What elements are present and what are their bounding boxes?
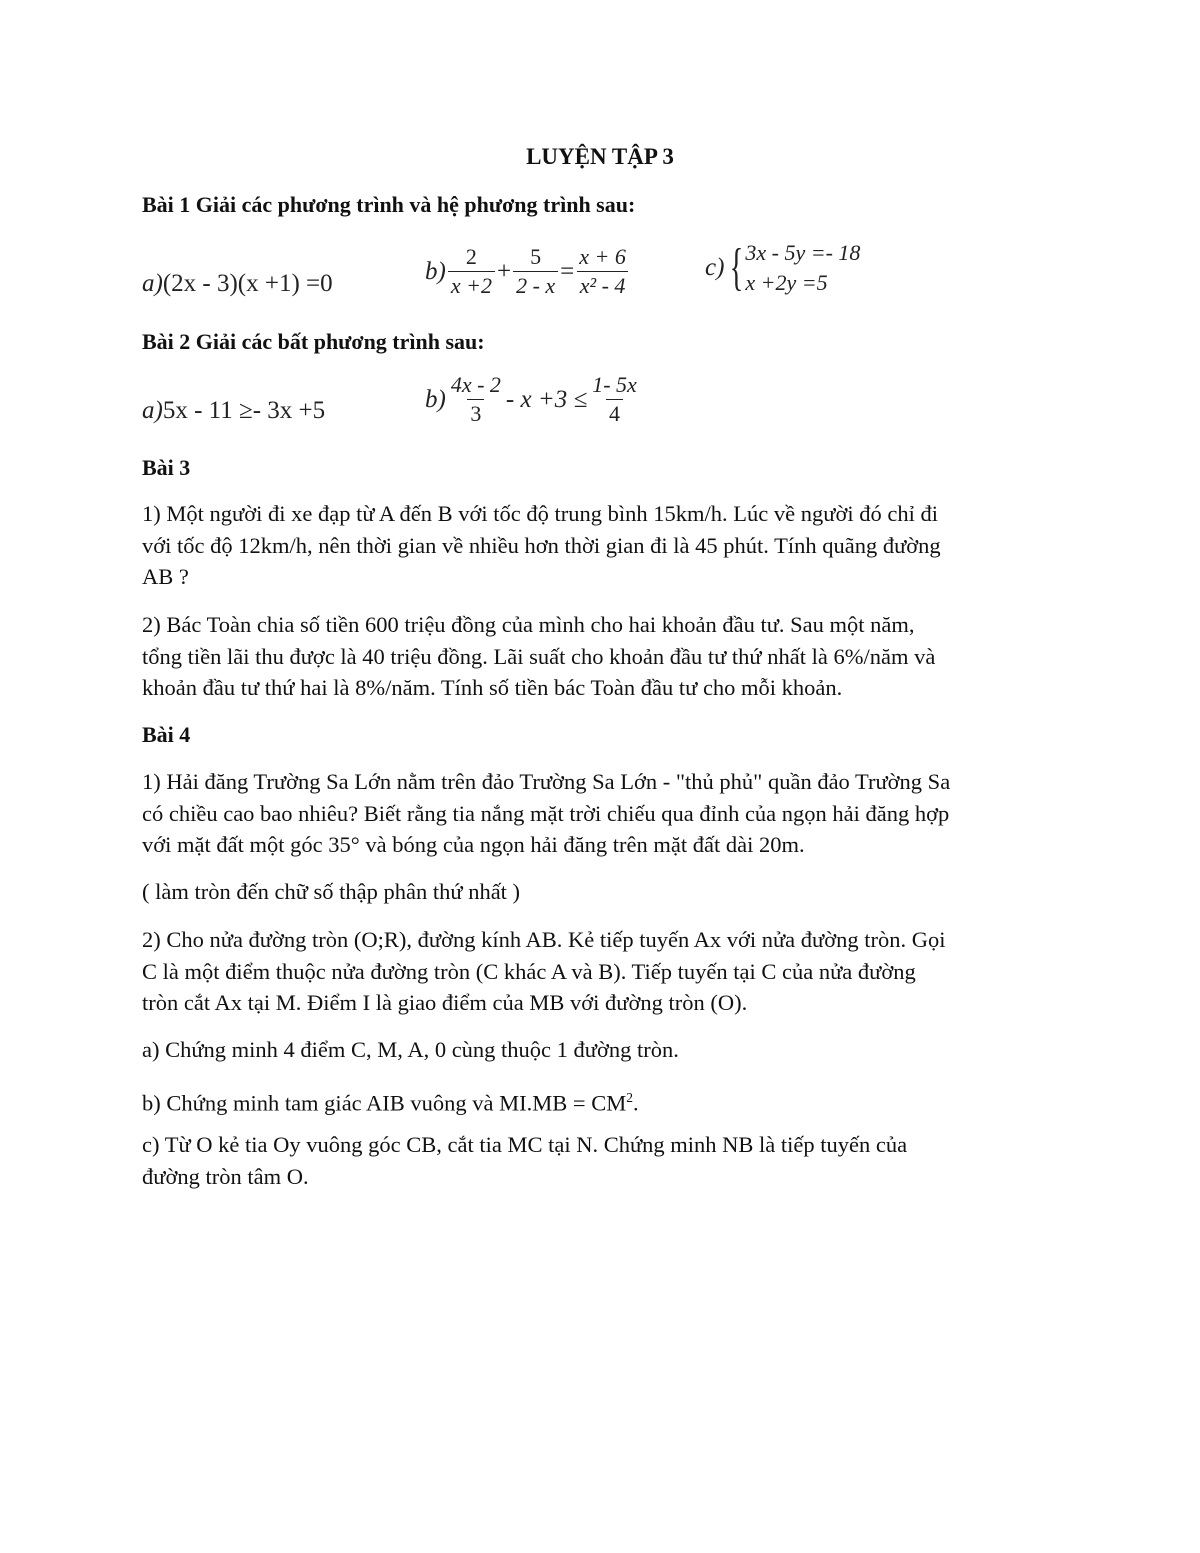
bai2-b-f2-num: 1- 5x xyxy=(592,372,637,397)
bai1-b-f2-num: 5 xyxy=(530,244,542,269)
bai1-b-fraction-2 xyxy=(513,244,558,299)
bai4-problem-1 xyxy=(142,766,1072,861)
bai3-p2-line: khoản đầu tư thứ hai là 8%/năm. Tính số tiền bác Toàn đầu tư cho mỗi khoản. xyxy=(142,675,843,700)
bai1-heading: Bài 1 Giải các phương trình và hệ phương trình sau: xyxy=(142,192,636,217)
bai1-b-fraction-3 xyxy=(576,244,629,299)
bai3-p2-line: tổng tiền lãi thu được là 40 triệu đồng. Lãi suất cho khoản đầu tư thứ nhất là 6%/năm và xyxy=(142,643,936,669)
bai1-b-f1-den: x +2 xyxy=(448,271,495,299)
bai4-p1-line: có chiều cao bao nhiêu? Biết rằng tia nắng mặt trời chiếu qua đỉnh của ngọn hải đăng hợp xyxy=(142,800,950,826)
bai1-a-expr: (2x - 3)(x +1) =0 xyxy=(162,270,333,297)
brace-icon: { xyxy=(730,239,744,296)
bai4-heading: Bài 4 xyxy=(142,722,191,747)
bai2-ineq-a xyxy=(142,397,325,425)
bai4-p2-line: C là một điểm thuộc nửa đường tròn (C khác A và B). Tiếp tuyến tại C của nửa đường xyxy=(142,958,916,984)
bai1-c-eq1: 3x - 5y =- 18 xyxy=(745,240,861,265)
bai3-p2-line: 2) Bác Toàn chia số tiền 600 triệu đồng của mình cho hai khoản đầu tư. Sau một năm, xyxy=(142,612,915,637)
bai4-pb-end: . xyxy=(633,1090,639,1116)
bai4-pb-superscript: 2 xyxy=(626,1090,633,1105)
page-title: LUYỆN TẬP 3 xyxy=(526,144,674,169)
bai2-a-label: a) xyxy=(142,397,163,424)
bai2-b-f1-den: 3 xyxy=(467,399,484,427)
bai3-heading: Bài 3 xyxy=(142,455,191,480)
bai2-b-middle: - x +3 ≤ xyxy=(505,385,588,413)
bai3-problem-2 xyxy=(142,609,1072,704)
bai1-b-label: b) xyxy=(425,257,446,285)
bai4-problem-2 xyxy=(142,924,1072,1019)
bai2-b-label: b) xyxy=(425,385,446,413)
bai2-b-f1-num: 4x - 2 xyxy=(450,372,501,397)
bai1-c-eq2: x +2y =5 xyxy=(745,270,828,295)
bai4-pa-line: a) Chứng minh 4 điểm C, M, A, 0 cùng thuộc 1 đường tròn. xyxy=(142,1037,679,1062)
bai1-a-label: a) xyxy=(142,270,163,297)
bai3-p1-line: AB ? xyxy=(142,564,189,589)
bai1-eq-a xyxy=(142,270,333,298)
bai1-eq-c xyxy=(705,238,860,298)
bai1-b-f2-den: 2 - x xyxy=(513,271,558,299)
bai1-c-label: c) xyxy=(705,254,725,281)
bai4-part-b xyxy=(142,1082,1072,1119)
bai1-b-f1-num: 2 xyxy=(465,244,477,269)
bai4-pb-text: b) Chứng minh tam giác AIB vuông và MI.MB = CM xyxy=(142,1090,627,1116)
bai2-ineq-b xyxy=(425,372,642,427)
bai4-rounding-note xyxy=(142,876,1072,908)
bai1-c-system xyxy=(724,238,860,298)
bai3-problem-1 xyxy=(142,498,1072,593)
bai4-p1-line: 1) Hải đăng Trường Sa Lớn nằm trên đảo Trường Sa Lớn - "thủ phủ" quần đảo Trường Sa xyxy=(142,769,951,794)
bai4-pc-line: đường tròn tâm O. xyxy=(142,1163,309,1189)
bai2-b-fraction-1 xyxy=(448,372,504,427)
bai1-b-f3-den: x² - 4 xyxy=(577,271,629,299)
bai3-p1-line: 1) Một người đi xe đạp từ A đến B với tốc độ trung bình 15km/h. Lúc về người đó chỉ đi xyxy=(142,501,938,526)
bai2-a-expr: 5x - 11 ≥- 3x +5 xyxy=(162,397,326,424)
bai2-b-fraction-2 xyxy=(589,372,640,427)
bai2-heading: Bài 2 Giải các bất phương trình sau: xyxy=(142,329,485,354)
bai1-b-plus: + xyxy=(496,257,512,285)
bai3-p1-line: với tốc độ 12km/h, nên thời gian về nhiều hơn thời gian đi là 45 phút. Tính quãng đường xyxy=(142,532,941,558)
bai4-p1-line: với mặt đất một góc 35° và bóng của ngọn hải đăng trên mặt đất dài 20m. xyxy=(142,832,805,857)
bai4-p2-line: 2) Cho nửa đường tròn (O;R), đường kính AB. Kẻ tiếp tuyến Ax với nửa đường tròn. Gọi xyxy=(142,927,946,952)
bai4-note-line: ( làm tròn đến chữ số thập phân thứ nhất ) xyxy=(142,879,521,904)
bai1-eq-b xyxy=(425,244,631,299)
bai1-b-equals: = xyxy=(560,257,575,285)
bai2-b-f2-den: 4 xyxy=(606,399,623,427)
bai4-p2-line: tròn cắt Ax tại M. Điểm I là giao điểm của MB với đường tròn (O). xyxy=(142,990,748,1015)
bai4-pc-line: c) Từ O kẻ tia Oy vuông góc CB, cắt tia MC tại N. Chứng minh NB là tiếp tuyến của xyxy=(142,1132,908,1157)
bai1-b-fraction-1 xyxy=(448,244,495,299)
bai1-b-f3-num: x + 6 xyxy=(579,244,626,269)
bai4-part-a xyxy=(142,1034,1072,1066)
bai4-pb-line xyxy=(142,1082,1072,1119)
bai4-part-c xyxy=(142,1129,1072,1192)
